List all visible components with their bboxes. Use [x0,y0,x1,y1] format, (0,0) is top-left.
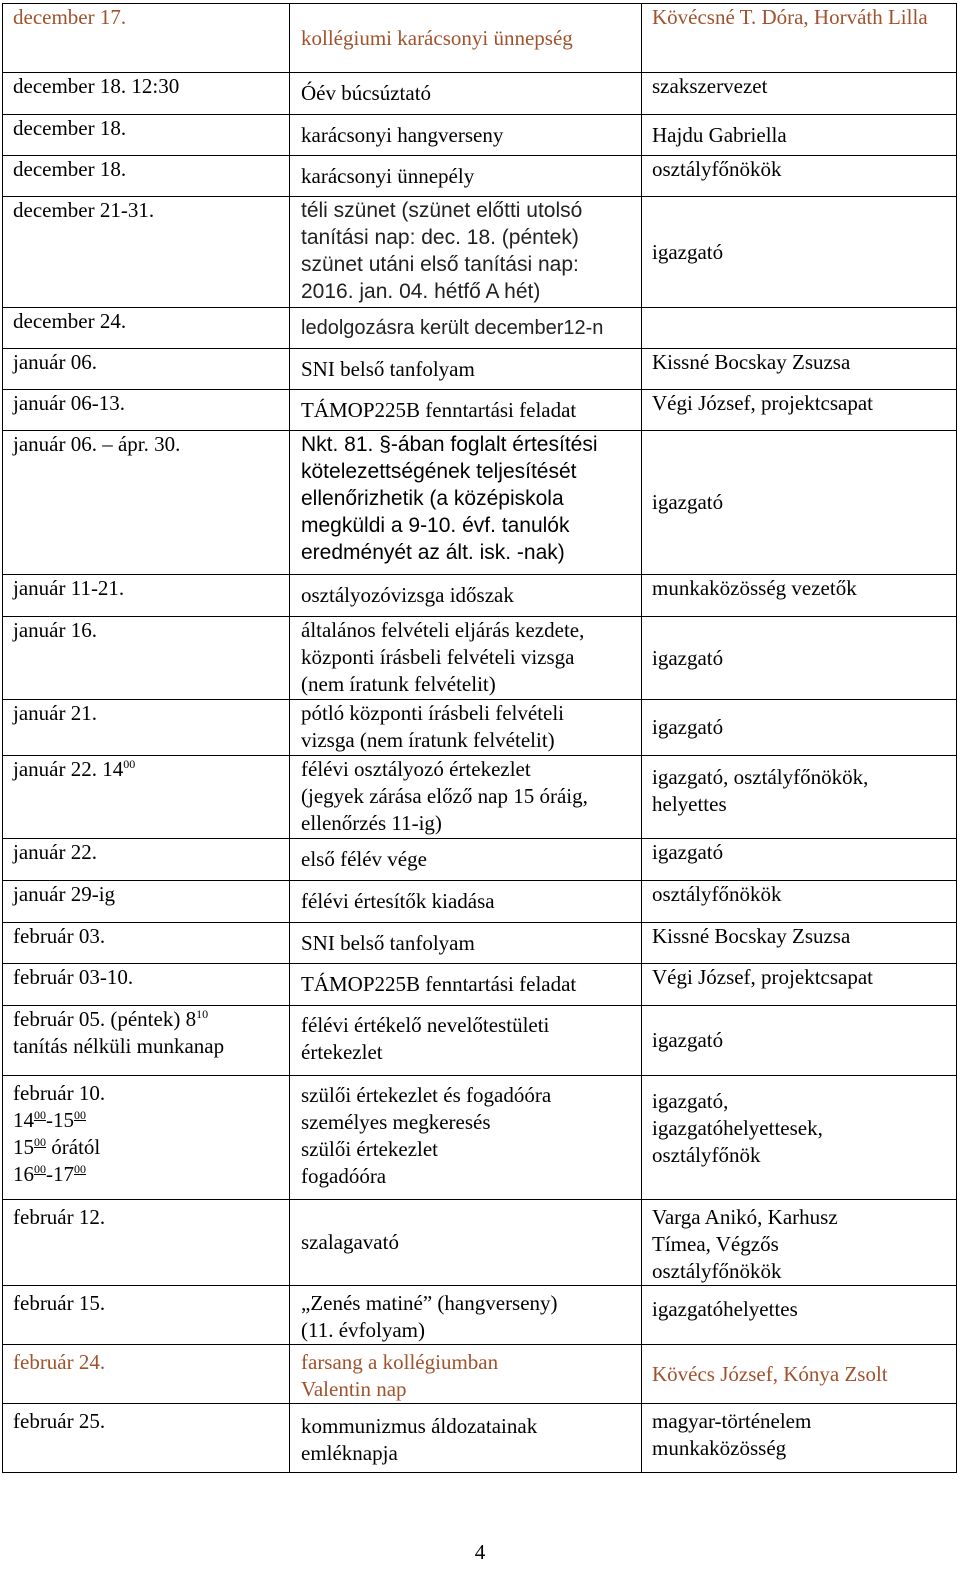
responsible-cell: magyar-történelem munkaközösség [642,1404,957,1473]
event-cell: szülői értekezlet és fogadóóra személyes megkeresés szülői értekezlet fogadóóra [290,1076,642,1200]
responsible-cell: munkaközösség vezetők [642,575,957,617]
responsible-cell: igazgató [642,839,957,881]
event-cell: TÁMOP225B fenntartási feladat [290,390,642,431]
table-row [3,197,957,308]
event-cell: Nkt. 81. §-ában foglalt értesítési kötelezettségének teljesítését ellenőrizhetik (a középiskola megküldi a 9-10. évf. tanulók eredményét az ált. isk. -nak) [290,431,642,575]
table-row [3,4,957,73]
responsible-cell: igazgató, osztályfőnökök, helyettes [642,756,957,839]
responsible-cell: osztályfőnökök [642,881,957,923]
date-cell: január 11-21. [3,575,290,617]
responsible-cell: Végi József, projektcsapat [642,964,957,1006]
responsible-cell: igazgató [642,617,957,700]
responsible-cell: igazgató [642,431,957,575]
table-row [3,964,957,1006]
event-cell: karácsonyi ünnepély [290,156,642,197]
event-cell: téli szünet (szünet előtti utolsó tanítási nap: dec. 18. (péntek) szünet utáni első tanítási nap: 2016. jan. 04. hétfő A hét) [290,197,642,308]
responsible-cell: szakszervezet [642,73,957,115]
date-cell: január 06-13. [3,390,290,431]
table-row [3,431,957,575]
table-row [3,756,957,839]
date-cell: december 18. [3,115,290,156]
event-cell: TÁMOP225B fenntartási feladat [290,964,642,1006]
table-row [3,349,957,390]
date-cell: január 21. [3,700,290,756]
responsible-cell: osztályfőnökök [642,156,957,197]
table-row [3,1006,957,1076]
table-row [3,1286,957,1345]
schedule-table [2,3,957,1473]
date-cell: december 21-31. [3,197,290,308]
responsible-cell: Kissné Bocskay Zsuzsa [642,349,957,390]
responsible-cell: Varga Anikó, Karhusz Tímea, Végzős osztályfőnökök [642,1200,957,1286]
table-row [3,115,957,156]
event-cell: félévi értesítők kiadása [290,881,642,923]
table-row [3,156,957,197]
date-cell: február 05. (péntek) $8^{10}$ tanítás nélküli munkanap [3,1006,290,1076]
table-row [3,617,957,700]
event-cell: pótló központi írásbeli felvételi vizsga (nem íratunk felvételit) [290,700,642,756]
date-cell: február 12. [3,1200,290,1286]
date-cell: február 25. [3,1404,290,1473]
event-cell: farsang a kollégiumban Valentin nap [290,1345,642,1404]
responsible-cell: Kissné Bocskay Zsuzsa [642,923,957,964]
date-cell: február 03-10. [3,964,290,1006]
table-row [3,839,957,881]
date-cell: február 10. $14^{00}-15^{00}$ $15^{00}$ órától $16^{00}-17^{00}$ [3,1076,290,1200]
date-cell: január 22. $14^{00}$ [3,756,290,839]
table-row [3,1404,957,1473]
responsible-cell: igazgató [642,1006,957,1076]
responsible-cell: Végi József, projektcsapat [642,390,957,431]
table-row [3,1076,957,1200]
table-row [3,308,957,349]
event-cell: félévi értékelő nevelőtestületi értekezlet [290,1006,642,1076]
date-cell: december 24. [3,308,290,349]
table-row [3,73,957,115]
event-cell: SNI belső tanfolyam [290,923,642,964]
table-row [3,923,957,964]
event-cell: általános felvételi eljárás kezdete, központi írásbeli felvételi vizsga (nem íratunk felvételit) [290,617,642,700]
event-cell: első félév vége [290,839,642,881]
responsible-cell: igazgató [642,700,957,756]
date-cell: december 18. [3,156,290,197]
table-row [3,881,957,923]
date-cell: december 17. [3,4,290,73]
date-cell: február 15. [3,1286,290,1345]
event-cell: szalagavató [290,1200,642,1286]
table-row [3,700,957,756]
date-cell: január 16. [3,617,290,700]
responsible-cell: Hajdu Gabriella [642,115,957,156]
responsible-cell: igazgatóhelyettes [642,1286,957,1345]
event-cell: Óév búcsúztató [290,73,642,115]
date-cell: január 29-ig [3,881,290,923]
page-number: 4 [474,1540,486,1564]
date-cell: február 03. [3,923,290,964]
event-cell: „Zenés matiné” (hangverseny) (11. évfolyam) [290,1286,642,1345]
event-cell: félévi osztályozó értekezlet (jegyek zárása előző nap 15 óráig, ellenőrzés 11-ig) [290,756,642,839]
responsible-cell: igazgató, igazgatóhelyettesek, osztályfőnök [642,1076,957,1200]
table-row [3,1200,957,1286]
event-cell: karácsonyi hangverseny [290,115,642,156]
table-row [3,1345,957,1404]
responsible-cell: Kövécsné T. Dóra, Horváth Lilla [642,4,957,73]
date-cell: január 22. [3,839,290,881]
event-cell: kollégiumi karácsonyi ünnepség [290,4,642,73]
table-row [3,575,957,617]
date-cell: január 06. – ápr. 30. [3,431,290,575]
event-cell: osztályozóvizsga időszak [290,575,642,617]
responsible-cell: Kövécs József, Kónya Zsolt [642,1345,957,1404]
event-cell: kommunizmus áldozatainak emléknapja [290,1404,642,1473]
table-row [3,390,957,431]
event-cell: SNI belső tanfolyam [290,349,642,390]
date-cell: február 24. [3,1345,290,1404]
date-cell: december 18. 12:30 [3,73,290,115]
responsible-cell: igazgató [642,197,957,308]
event-cell: ledolgozásra került december12-n [290,308,642,349]
responsible-cell [642,308,957,349]
date-cell: január 06. [3,349,290,390]
